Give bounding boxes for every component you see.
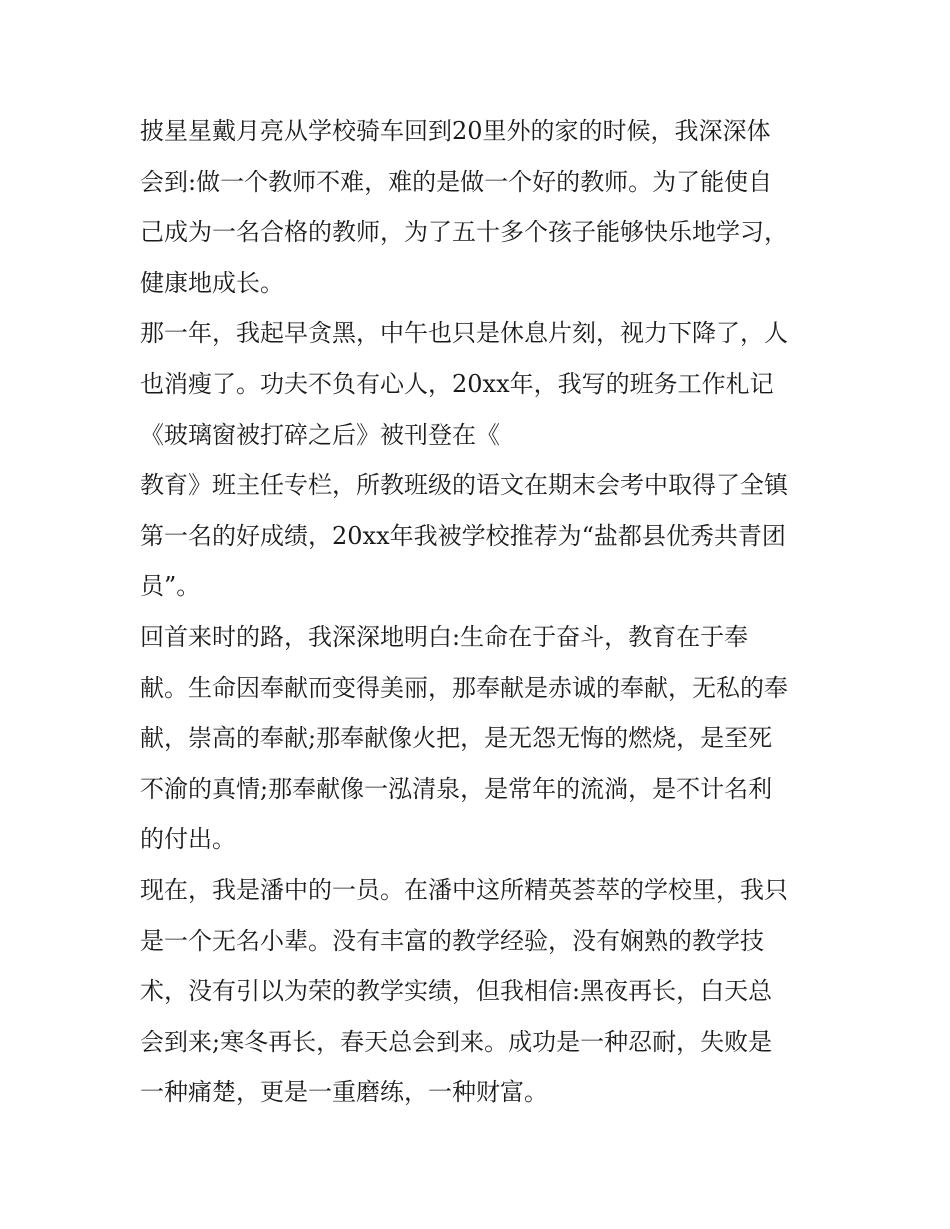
text-line: 术，没有引以为荣的教学实绩，但我相信:黑夜再长，白天总 <box>140 977 773 1006</box>
text-line: 是一个无名小辈。没有丰富的教学经验，没有娴熟的教学技 <box>140 926 764 955</box>
text-line: 第一名的好成绩，20xx年我被学校推荐为“盐都县优秀共青团 <box>140 521 786 550</box>
text-line: 也消瘦了。功夫不负有心人，20xx年，我写的班务工作札记 <box>140 369 774 398</box>
text-line: 披星星戴月亮从学校骑车回到20里外的家的时候，我深深体 <box>140 117 771 145</box>
text-line: 健康地成长。 <box>140 268 284 297</box>
text-line: 员”。 <box>140 572 201 601</box>
body-text <box>140 106 830 1118</box>
text-line: 献。生命因奉献而变得美丽，那奉献是赤诚的奉献，无私的奉 <box>140 673 788 702</box>
text-line: 回首来时的路，我深深地明白:生命在于奋斗，教育在于奉 <box>140 622 749 651</box>
text-line: 会到:做一个教师不难，难的是做一个好的教师。为了能使自 <box>140 167 773 196</box>
text-line: 教育》班主任专栏，所教班级的语文在期末会考中取得了全镇 <box>140 471 788 500</box>
text-line: 现在，我是潘中的一员。在潘中这所精英荟萃的学校里，我只 <box>140 875 788 904</box>
text-line: 那一年，我起早贪黑，中午也只是休息片刻，视力下降了，人 <box>140 319 788 348</box>
text-line: 的付出。 <box>140 825 236 854</box>
text-line: 会到来;寒冬再长，春天总会到来。成功是一种忍耐，失败是 <box>140 1027 773 1056</box>
text-line: 不渝的真情;那奉献像一泓清泉，是常年的流淌，是不计名利 <box>140 774 773 803</box>
text-line: 一种痛楚，更是一重磨练，一种财富。 <box>140 1078 548 1107</box>
text-line: 己成为一名合格的教师，为了五十多个孩子能够快乐地学习， <box>140 218 788 247</box>
text-line: 献，崇高的奉献;那奉献像火把，是无怨无悔的燃烧，是至死 <box>140 724 773 753</box>
text-line: 《玻璃窗被打碎之后》被刊登在《 <box>140 420 500 449</box>
